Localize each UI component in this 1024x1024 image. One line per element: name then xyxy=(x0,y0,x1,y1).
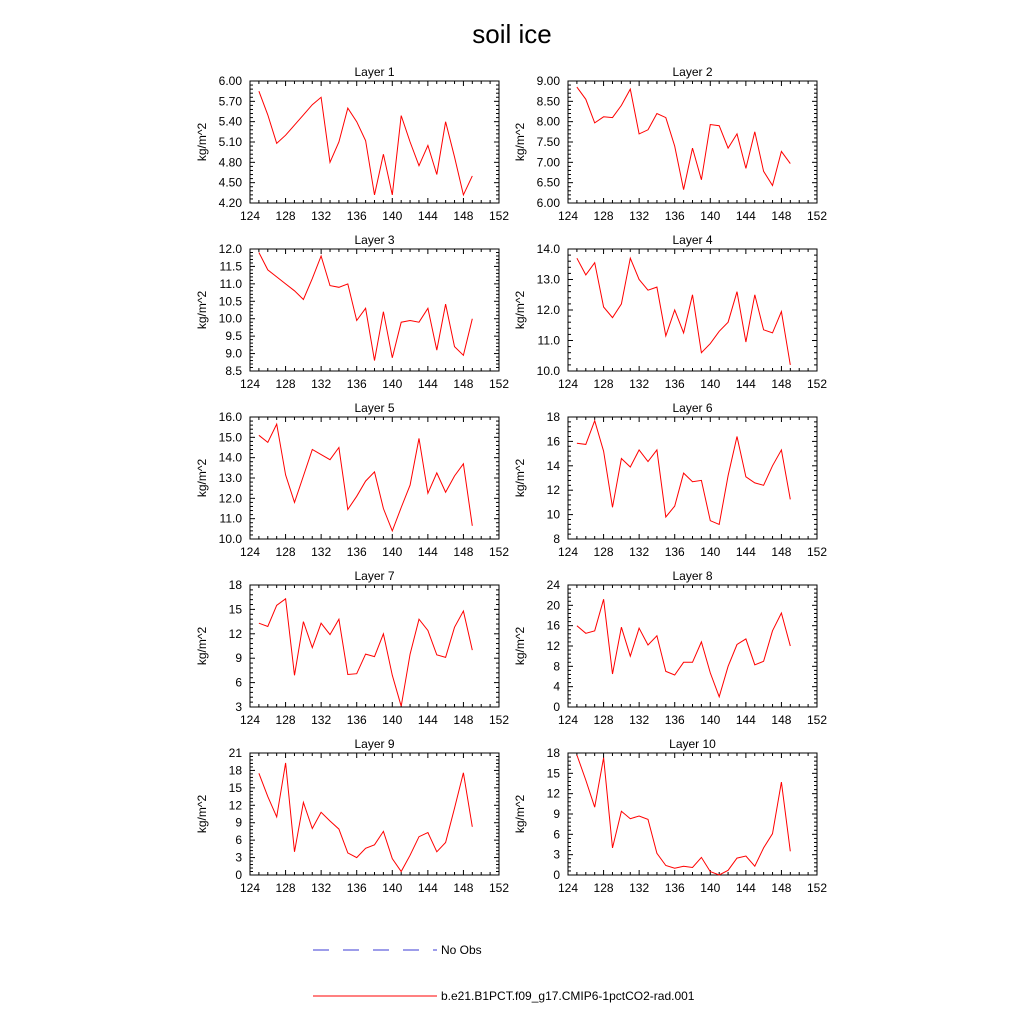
y-tick-label: 5.40 xyxy=(218,114,242,129)
y-tick-label: 3 xyxy=(235,700,242,714)
x-tick-label: 148 xyxy=(453,209,474,223)
y-tick-label: 0 xyxy=(553,868,560,882)
y-tick-label: 18 xyxy=(546,746,560,760)
y-tick-label: 6.50 xyxy=(536,175,560,190)
y-tick-label: 9 xyxy=(553,807,560,821)
y-tick-label: 6.00 xyxy=(536,196,560,210)
panel-title: Layer 7 xyxy=(354,569,395,583)
plot-frame xyxy=(568,249,817,371)
y-tick-label: 8.00 xyxy=(536,114,560,129)
x-tick-label: 136 xyxy=(346,209,367,223)
x-tick-label: 128 xyxy=(275,881,296,895)
y-tick-label: 12 xyxy=(546,786,560,801)
x-tick-label: 140 xyxy=(700,209,721,223)
x-tick-label: 124 xyxy=(557,377,579,391)
x-tick-label: 152 xyxy=(488,713,510,727)
y-tick-label: 20 xyxy=(546,598,560,613)
x-tick-label: 148 xyxy=(453,713,474,727)
panel-title: Layer 10 xyxy=(669,737,716,751)
x-tick-label: 148 xyxy=(771,377,792,391)
x-tick-label: 140 xyxy=(700,377,721,391)
x-tick-label: 124 xyxy=(557,881,579,895)
panel-layer-2 xyxy=(513,65,827,223)
x-tick-label: 128 xyxy=(593,209,614,223)
x-tick-label: 124 xyxy=(557,209,579,223)
x-tick-label: 136 xyxy=(664,881,685,895)
plot-frame xyxy=(568,81,817,203)
x-tick-label: 140 xyxy=(700,881,721,895)
x-tick-label: 152 xyxy=(806,881,828,895)
y-tick-label: 11.0 xyxy=(537,333,560,348)
x-tick-label: 136 xyxy=(664,209,685,223)
y-tick-label: 11.0 xyxy=(219,276,242,291)
panel-layer-7 xyxy=(195,569,509,727)
x-tick-label: 132 xyxy=(311,545,332,559)
y-tick-label: 7.00 xyxy=(536,155,560,170)
y-axis-label: kg/m^2 xyxy=(513,122,527,162)
x-tick-label: 136 xyxy=(664,713,685,727)
legend-entry-1 xyxy=(313,943,482,957)
panel-title: Layer 6 xyxy=(672,401,713,415)
panel-layer-9 xyxy=(195,737,509,895)
x-tick-label: 140 xyxy=(382,209,403,223)
y-tick-label: 6 xyxy=(235,675,242,690)
panel-title: Layer 9 xyxy=(354,737,395,751)
y-tick-label: 11.0 xyxy=(219,511,242,526)
y-tick-label: 15.0 xyxy=(218,430,242,445)
x-tick-label: 140 xyxy=(700,545,721,559)
y-tick-label: 8.5 xyxy=(225,364,242,378)
x-tick-label: 124 xyxy=(557,545,579,559)
x-tick-label: 128 xyxy=(593,545,614,559)
legend xyxy=(313,943,695,1003)
y-tick-label: 9.0 xyxy=(225,346,242,361)
y-tick-label: 18 xyxy=(546,410,560,424)
y-tick-label: 12 xyxy=(546,483,560,498)
y-tick-label: 0 xyxy=(553,700,560,714)
x-tick-label: 132 xyxy=(311,209,332,223)
y-axis-label: kg/m^2 xyxy=(195,458,209,498)
y-tick-label: 8.50 xyxy=(536,94,560,109)
y-tick-label: 16 xyxy=(546,618,560,633)
y-tick-label: 9.5 xyxy=(225,329,242,344)
series-line xyxy=(259,424,472,531)
x-tick-label: 136 xyxy=(664,545,685,559)
y-tick-label: 18 xyxy=(228,578,242,592)
y-tick-label: 11.5 xyxy=(219,259,242,274)
x-tick-label: 144 xyxy=(735,545,756,559)
y-tick-label: 14.0 xyxy=(218,450,242,465)
x-tick-label: 144 xyxy=(417,881,438,895)
y-tick-label: 21 xyxy=(228,746,242,760)
x-tick-label: 148 xyxy=(771,545,792,559)
y-tick-label: 10.5 xyxy=(218,294,242,309)
y-tick-label: 8 xyxy=(553,659,560,674)
x-tick-label: 124 xyxy=(239,713,261,727)
y-tick-label: 10.0 xyxy=(218,532,242,546)
plot-frame xyxy=(250,417,499,539)
panel-layer-1 xyxy=(195,65,509,223)
y-axis-label: kg/m^2 xyxy=(513,626,527,666)
y-tick-label: 10 xyxy=(546,507,560,522)
figure-title: soil ice xyxy=(472,19,552,49)
legend-label: No Obs xyxy=(441,943,482,957)
x-tick-label: 128 xyxy=(275,545,296,559)
y-tick-label: 6 xyxy=(553,827,560,842)
panel-title: Layer 2 xyxy=(672,65,713,79)
y-tick-label: 15 xyxy=(228,780,242,795)
y-tick-label: 4.80 xyxy=(218,155,242,170)
y-tick-label: 6.00 xyxy=(218,74,242,88)
x-tick-label: 128 xyxy=(275,713,296,727)
y-tick-label: 4.50 xyxy=(218,175,242,190)
y-tick-label: 12 xyxy=(228,626,242,641)
y-tick-label: 16.0 xyxy=(218,410,242,424)
y-tick-label: 9 xyxy=(235,651,242,666)
x-tick-label: 132 xyxy=(311,881,332,895)
y-tick-label: 0 xyxy=(235,868,242,882)
y-tick-label: 14 xyxy=(546,458,560,473)
x-tick-label: 140 xyxy=(382,713,403,727)
y-tick-label: 7.50 xyxy=(536,135,560,149)
x-tick-label: 152 xyxy=(488,881,510,895)
x-tick-label: 144 xyxy=(417,377,438,391)
panel-title: Layer 8 xyxy=(672,569,713,583)
x-tick-label: 152 xyxy=(806,209,828,223)
panel-title: Layer 5 xyxy=(354,401,395,415)
x-tick-label: 148 xyxy=(771,881,792,895)
x-tick-label: 152 xyxy=(806,377,828,391)
y-tick-label: 13.0 xyxy=(218,471,242,485)
series-line xyxy=(259,253,472,361)
x-tick-label: 128 xyxy=(275,377,296,391)
x-tick-label: 132 xyxy=(311,377,332,391)
x-tick-label: 144 xyxy=(735,377,756,391)
plot-frame xyxy=(250,81,499,203)
panel-layer-3 xyxy=(195,233,509,391)
x-tick-label: 144 xyxy=(735,881,756,895)
series-line xyxy=(259,599,472,706)
x-tick-label: 132 xyxy=(629,209,650,223)
y-axis-label: kg/m^2 xyxy=(195,122,209,162)
y-tick-label: 12 xyxy=(546,639,560,653)
plot-frame xyxy=(568,417,817,539)
y-tick-label: 3 xyxy=(235,850,242,865)
x-tick-label: 144 xyxy=(735,713,756,727)
series-line xyxy=(577,755,790,875)
y-tick-label: 4.20 xyxy=(218,196,242,210)
legend-label: b.e21.B1PCT.f09_g17.CMIP6-1pctCO2-rad.001 xyxy=(441,989,695,1003)
plot-frame xyxy=(568,585,817,707)
x-tick-label: 148 xyxy=(453,545,474,559)
series-line xyxy=(577,87,790,190)
x-tick-label: 124 xyxy=(239,545,261,559)
plot-frame xyxy=(250,753,499,875)
x-tick-label: 148 xyxy=(453,881,474,895)
x-tick-label: 136 xyxy=(346,713,367,727)
y-axis-label: kg/m^2 xyxy=(513,458,527,498)
x-tick-label: 136 xyxy=(346,545,367,559)
x-tick-label: 128 xyxy=(275,209,296,223)
y-tick-label: 9.00 xyxy=(536,74,560,88)
y-tick-label: 12.0 xyxy=(536,303,560,317)
x-tick-label: 140 xyxy=(382,545,403,559)
panels xyxy=(195,65,827,895)
y-tick-label: 12 xyxy=(228,798,242,813)
x-tick-label: 128 xyxy=(593,713,614,727)
x-tick-label: 144 xyxy=(417,209,438,223)
x-tick-label: 124 xyxy=(239,881,261,895)
panel-layer-6 xyxy=(513,401,827,559)
x-tick-label: 148 xyxy=(771,209,792,223)
x-tick-label: 136 xyxy=(664,377,685,391)
y-tick-label: 8 xyxy=(553,532,560,546)
series-line xyxy=(577,599,790,697)
x-tick-label: 152 xyxy=(488,545,510,559)
x-tick-label: 124 xyxy=(239,209,261,223)
plot-frame xyxy=(250,249,499,371)
panel-layer-5 xyxy=(195,401,509,559)
x-tick-label: 132 xyxy=(629,881,650,895)
x-tick-label: 124 xyxy=(239,377,261,391)
y-axis-label: kg/m^2 xyxy=(513,290,527,330)
y-tick-label: 15 xyxy=(228,602,242,617)
y-tick-label: 6 xyxy=(235,833,242,848)
x-tick-label: 152 xyxy=(488,377,510,391)
y-tick-label: 12.0 xyxy=(218,491,242,506)
panel-title: Layer 3 xyxy=(354,233,395,247)
x-tick-label: 140 xyxy=(382,377,403,391)
x-tick-label: 128 xyxy=(593,377,614,391)
x-tick-label: 136 xyxy=(346,881,367,895)
y-axis-label: kg/m^2 xyxy=(195,794,209,834)
series-line xyxy=(577,258,790,365)
x-tick-label: 136 xyxy=(346,377,367,391)
panel-title: Layer 1 xyxy=(354,65,395,79)
x-tick-label: 124 xyxy=(557,713,579,727)
y-tick-label: 15 xyxy=(546,766,560,781)
x-tick-label: 132 xyxy=(311,713,332,727)
x-tick-label: 132 xyxy=(629,545,650,559)
y-tick-label: 5.10 xyxy=(218,135,242,149)
y-axis-label: kg/m^2 xyxy=(195,290,209,330)
x-tick-label: 152 xyxy=(488,209,510,223)
y-tick-label: 13.0 xyxy=(536,272,560,287)
panel-layer-10 xyxy=(513,737,827,895)
series-line xyxy=(259,763,472,872)
panel-layer-4 xyxy=(513,233,827,391)
x-tick-label: 144 xyxy=(417,713,438,727)
x-tick-label: 128 xyxy=(593,881,614,895)
series-line xyxy=(577,421,790,525)
x-tick-label: 148 xyxy=(453,377,474,391)
y-tick-label: 5.70 xyxy=(218,94,242,109)
y-tick-label: 10.0 xyxy=(536,364,560,378)
x-tick-label: 144 xyxy=(417,545,438,559)
y-tick-label: 9 xyxy=(235,815,242,830)
y-tick-label: 3 xyxy=(553,847,560,862)
y-tick-label: 18 xyxy=(228,763,242,778)
x-tick-label: 152 xyxy=(806,713,828,727)
y-tick-label: 12.0 xyxy=(218,242,242,256)
panel-title: Layer 4 xyxy=(672,233,713,247)
y-tick-label: 16 xyxy=(546,434,560,449)
x-tick-label: 148 xyxy=(771,713,792,727)
y-axis-label: kg/m^2 xyxy=(195,626,209,666)
x-tick-label: 152 xyxy=(806,545,828,559)
y-tick-label: 24 xyxy=(546,578,560,592)
x-tick-label: 144 xyxy=(735,209,756,223)
plot-frame xyxy=(250,585,499,707)
legend-entry-2 xyxy=(313,989,695,1003)
x-tick-label: 132 xyxy=(629,713,650,727)
y-axis-label: kg/m^2 xyxy=(513,794,527,834)
series-line xyxy=(259,91,472,195)
y-tick-label: 4 xyxy=(553,679,560,694)
y-tick-label: 10.0 xyxy=(218,311,242,326)
x-tick-label: 132 xyxy=(629,377,650,391)
x-tick-label: 140 xyxy=(700,713,721,727)
panel-layer-8 xyxy=(513,569,827,727)
y-tick-label: 14.0 xyxy=(536,242,560,256)
x-tick-label: 140 xyxy=(382,881,403,895)
